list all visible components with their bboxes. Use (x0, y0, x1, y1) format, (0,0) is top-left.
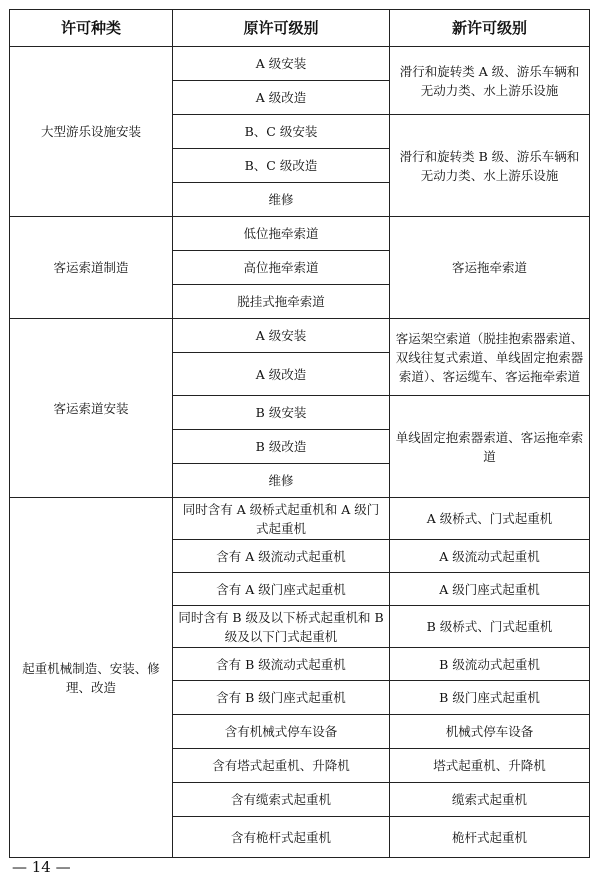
license-type-cell: 客运索道安装 (10, 319, 173, 498)
new-level-cell: 单线固定抱索器索道、客运拖牵索道 (390, 396, 590, 498)
table-row (10, 47, 590, 81)
original-level-cell: 维修 (173, 183, 390, 217)
new-level-cell: A 级门座式起重机 (390, 573, 590, 606)
original-level-cell: A 级安装 (173, 47, 390, 81)
new-level-cell: 缆索式起重机 (390, 783, 590, 817)
table-row (10, 498, 590, 540)
new-level-cell: B 级门座式起重机 (390, 681, 590, 715)
license-level-table (9, 9, 590, 858)
original-level-cell: 含有塔式起重机、升降机 (173, 749, 390, 783)
original-level-cell: 脱挂式拖牵索道 (173, 285, 390, 319)
original-level-cell: 含有 A 级流动式起重机 (173, 540, 390, 573)
original-level-cell: B、C 级改造 (173, 149, 390, 183)
header-original-level: 原许可级别 (173, 10, 390, 47)
new-level-cell: 客运架空索道（脱挂抱索器索道、双线往复式索道、单线固定抱索器索道）、客运缆车、客运拖牵索道 (390, 319, 590, 396)
original-level-cell: B 级改造 (173, 430, 390, 464)
page-number: — 14 — (12, 858, 71, 876)
original-level-cell: 含有缆索式起重机 (173, 783, 390, 817)
new-level-cell: 滑行和旋转类 B 级、游乐车辆和无动力类、水上游乐设施 (390, 115, 590, 217)
table-row (10, 319, 590, 353)
license-type-cell: 大型游乐设施安装 (10, 47, 173, 217)
new-level-cell: A 级流动式起重机 (390, 540, 590, 573)
original-level-cell: 维修 (173, 464, 390, 498)
new-level-cell: 机械式停车设备 (390, 715, 590, 749)
license-type-cell: 客运索道制造 (10, 217, 173, 319)
original-level-cell: 同时含有 A 级桥式起重机和 A 级门式起重机 (173, 498, 390, 540)
original-level-cell: 含有 A 级门座式起重机 (173, 573, 390, 606)
original-level-cell: A 级安装 (173, 319, 390, 353)
table-row (10, 217, 590, 251)
new-level-cell: 桅杆式起重机 (390, 817, 590, 858)
header-row (10, 10, 590, 47)
new-level-cell: A 级桥式、门式起重机 (390, 498, 590, 540)
new-level-cell: 滑行和旋转类 A 级、游乐车辆和无动力类、水上游乐设施 (390, 47, 590, 115)
original-level-cell: 低位拖牵索道 (173, 217, 390, 251)
original-level-cell: B 级安装 (173, 396, 390, 430)
original-level-cell: 高位拖牵索道 (173, 251, 390, 285)
header-license-type: 许可种类 (10, 10, 173, 47)
new-level-cell: B 级流动式起重机 (390, 648, 590, 681)
new-level-cell: B 级桥式、门式起重机 (390, 606, 590, 648)
license-type-cell: 起重机械制造、安装、修理、改造 (10, 498, 173, 858)
original-level-cell: 含有机械式停车设备 (173, 715, 390, 749)
original-level-cell: B、C 级安装 (173, 115, 390, 149)
header-new-level: 新许可级别 (390, 10, 590, 47)
original-level-cell: A 级改造 (173, 81, 390, 115)
original-level-cell: 含有 B 级流动式起重机 (173, 648, 390, 681)
original-level-cell: 含有 B 级门座式起重机 (173, 681, 390, 715)
original-level-cell: A 级改造 (173, 353, 390, 396)
new-level-cell: 客运拖牵索道 (390, 217, 590, 319)
original-level-cell: 同时含有 B 级及以下桥式起重机和 B 级及以下门式起重机 (173, 606, 390, 648)
new-level-cell: 塔式起重机、升降机 (390, 749, 590, 783)
original-level-cell: 含有桅杆式起重机 (173, 817, 390, 858)
